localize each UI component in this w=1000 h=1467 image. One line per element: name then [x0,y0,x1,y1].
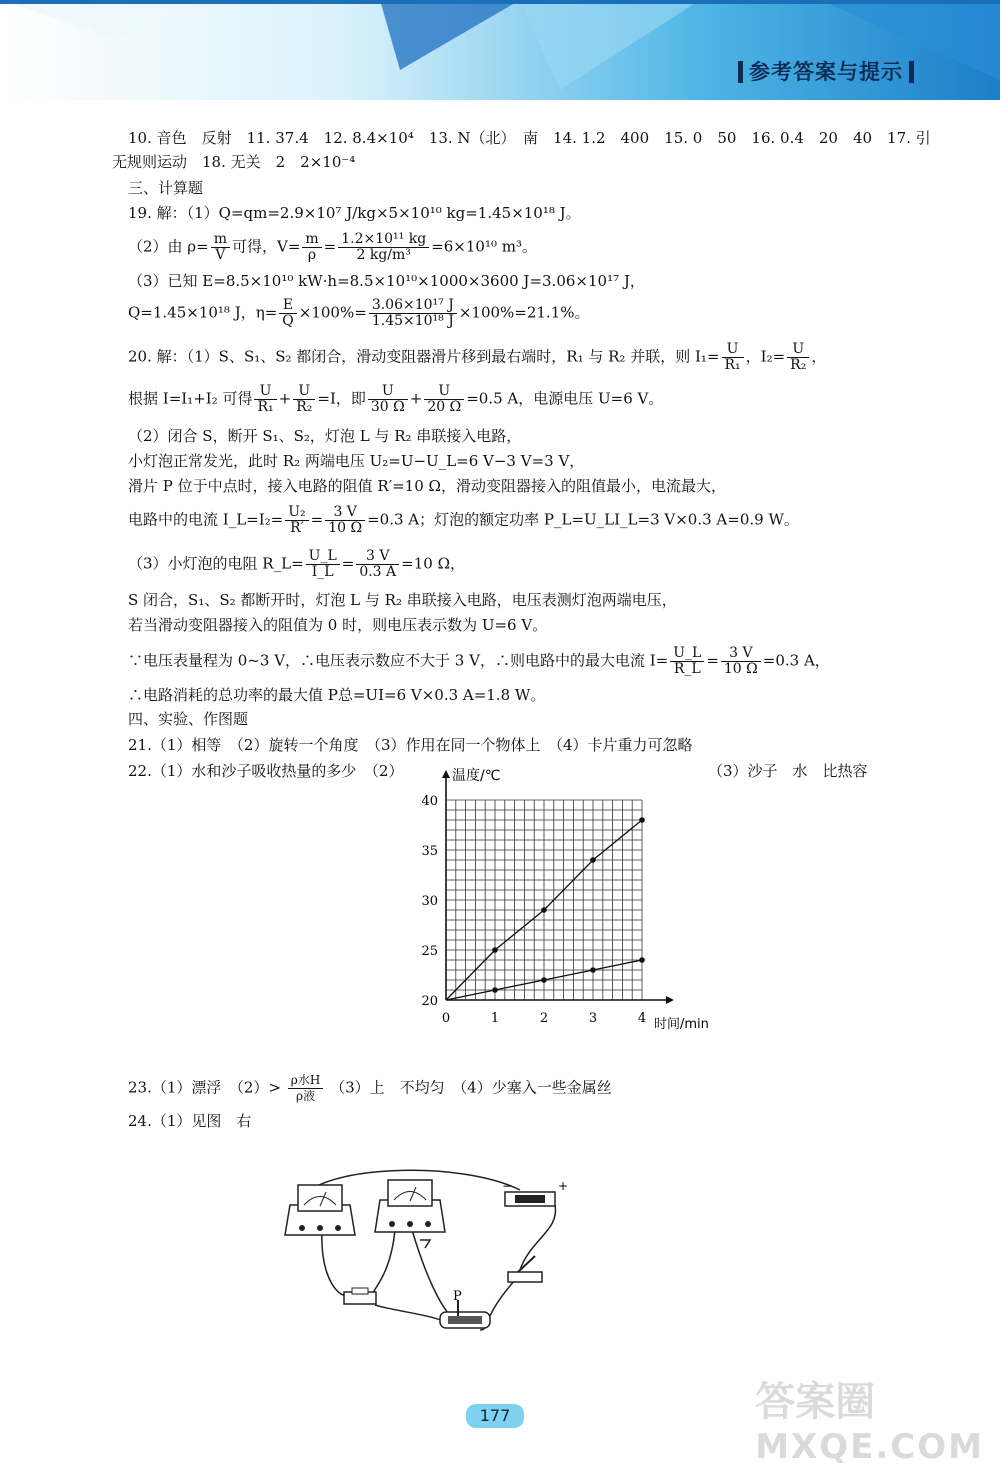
watermark-logo: 答案圈 [755,1379,876,1425]
watermark-site: MXQE.COM [755,1427,984,1467]
y-axis-arrow [442,770,450,778]
data-point [492,947,498,953]
q23-answer: 23.（1）漂浮 （2）> $\frac{\text{ρ水H}}{\text{ρ液}}$ （3）上 不均匀 （4）少塞入一些金属丝 [128,1073,612,1103]
q22-part3: （3）沙子 水 比热容 [708,762,868,780]
x-axis-label: 时间/min [654,1017,709,1032]
q20-line-3: （2）闭合 S，断开 S₁、S₂，灯泡 L 与 R₂ 串联接入电路， [128,427,522,445]
q19-part2: （2）由 ρ= $\frac{m}{V}$ 可得，V= $\frac{m}{\rho}$ = $\frac{\text{1.2×10¹¹ kg}}{\text{2 kg/m³}}$ =6×10¹⁰ m³。 [128,231,537,263]
y-tick-label: 25 [421,944,438,959]
answers-line-1: 10. 音色 反射 11. 37.4 12. 8.4×10⁴ 13. N（北） 南 14. 1.2 400 15. 0 50 16. 0.4 20 40 17. 引 [128,129,931,147]
y-axis-label: 温度/℃ [452,768,501,784]
y-tick-label: 30 [421,894,438,909]
data-point [639,817,645,823]
circuit-svg [280,1160,580,1350]
wire-mid [372,1230,395,1298]
q19-part4: Q=1.45×10¹⁸ J，η= $\frac{E}{Q}$ ×100%= $\frac{\text{3.06×10¹⁷ J}}{\text{1.45×10¹⁸ J}}$ ×100%=21.1%。 [128,297,590,329]
q19-part1: 19. 解：（1）Q=qm=2.9×10⁷ J/kg×5×10¹⁰ kg=1.45×10¹⁸ J。 [128,204,581,222]
data-point [590,857,596,863]
x-tick-label: 2 [539,1011,549,1026]
ammeter [285,1185,355,1235]
data-point [541,907,547,913]
q22-part1: 22.（1）水和沙子吸收热量的多少 （2） [128,762,404,780]
page-number: 177 [466,1404,524,1428]
slider-label-p: P [453,1289,462,1304]
battery-minus-label: − [502,1179,513,1193]
answers-line-2: 无规则运动 18. 无关 2 2×10⁻⁴ [112,153,356,171]
wire-to-switch [520,1205,556,1270]
q20-line-9: 若当滑动变阻器接入的阻值为 0 时，则电压表示数为 U=6 V。 [128,616,548,634]
temperature-chart [400,760,740,1044]
x-tick-label: 0 [441,1011,451,1026]
q20-line-2: 根据 I=I₁+I₂ 可得 $\frac{U}{\text{R₁}}$ + $\frac{U}{\text{R₂}}$ =I，即 $\frac{U}{30 \Omega}$ + $\frac{U}{20 \Omega}$ =0.5 A，电源电压 U=6 V。 [128,383,664,415]
data-point [541,977,547,983]
data-point [639,957,645,963]
section-4-title: 四、实验、作图题 [128,710,249,728]
section-3-title: 三、计算题 [128,179,204,197]
q19-part3: （3）已知 E=8.5×10¹⁰ kW·h=8.5×10¹⁰×1000×3600 J=3.06×10¹⁷ J， [128,272,645,290]
wire-left [322,1230,350,1296]
data-point [492,987,498,993]
q20-line-11: ∴电路消耗的总功率的最大值 P总=UI=6 V×0.3 A=1.8 W。 [128,686,546,704]
q20-line-8: S 闭合，S₁、S₂ 都断开时，灯泡 L 与 R₂ 串联接入电路，电压表测灯泡两端电压， [128,591,677,609]
rheostat [440,1289,490,1328]
wire-to-rheostat [412,1230,450,1315]
chart-svg [400,760,740,1040]
x-tick-label: 1 [490,1011,500,1026]
q20-line-4: 小灯泡正常发光，此时 R₂ 两端电压 U₂=U−U_L=6 V−3 V=3 V， [128,452,585,470]
y-tick-label: 20 [421,994,438,1009]
voltmeter [375,1180,445,1232]
x-axis-arrow [666,996,674,1004]
q24-answer: 24.（1）见图 右 [128,1112,252,1130]
y-tick-label: 35 [421,844,438,859]
q21-answer: 21.（1）相等 （2）旋转一个角度 （3）作用在同一个物体上 （4）卡片重力可忽略 [128,736,693,754]
q20-line-10: ∵电压表量程为 0~3 V，∴电压表示数应不大于 3 V，∴则电路中的最大电流 I= $\frac{U\_L}{R\_L}$ = $\frac{3 V}{10 \Omega}$ =0.3 A， [128,645,830,677]
data-point [590,967,596,973]
header-title: 参考答案与提示 [732,56,920,86]
circuit-diagram [280,1160,580,1354]
battery [502,1179,568,1206]
wire-cross [420,1240,430,1248]
q20-line-5: 滑片 P 位于中点时，接入电路的阻值 R′=10 Ω，滑动变阻器接入的阻值最小，电流最大， [128,477,726,495]
q20-line-1: 20. 解：（1）S、S₁、S₂ 都闭合，滑动变阻器滑片移到最右端时，R₁ 与 R₂ 并联，则 I₁= $\frac{U}{\text{R₁}}$ ，I₂= $\frac{U}{\text{R₂}}$ ， [128,341,827,373]
watermark [755,1370,984,1467]
battery-plus-label: + [558,1179,569,1193]
x-tick-label: 3 [588,1011,598,1026]
q20-line-6: 电路中的电流 I_L=I₂= $\frac{\text{U₂}}{R'}$ = $\frac{3 V}{10 \Omega}$ =0.3 A；灯泡的额定功率 P_L=U_LI_L=3 V×0.3 A=0.9 W。 [128,504,799,536]
wire-lamp-rheostat [375,1305,440,1320]
x-tick-label: 4 [637,1011,647,1026]
q20-line-7: （3）小灯泡的电阻 R_L= $\frac{U\_L}{I\_L}$ = $\frac{3 V}{0.3 A}$ =10 Ω， [128,548,466,580]
y-tick-label: 40 [421,794,438,809]
lamp [344,1288,376,1304]
